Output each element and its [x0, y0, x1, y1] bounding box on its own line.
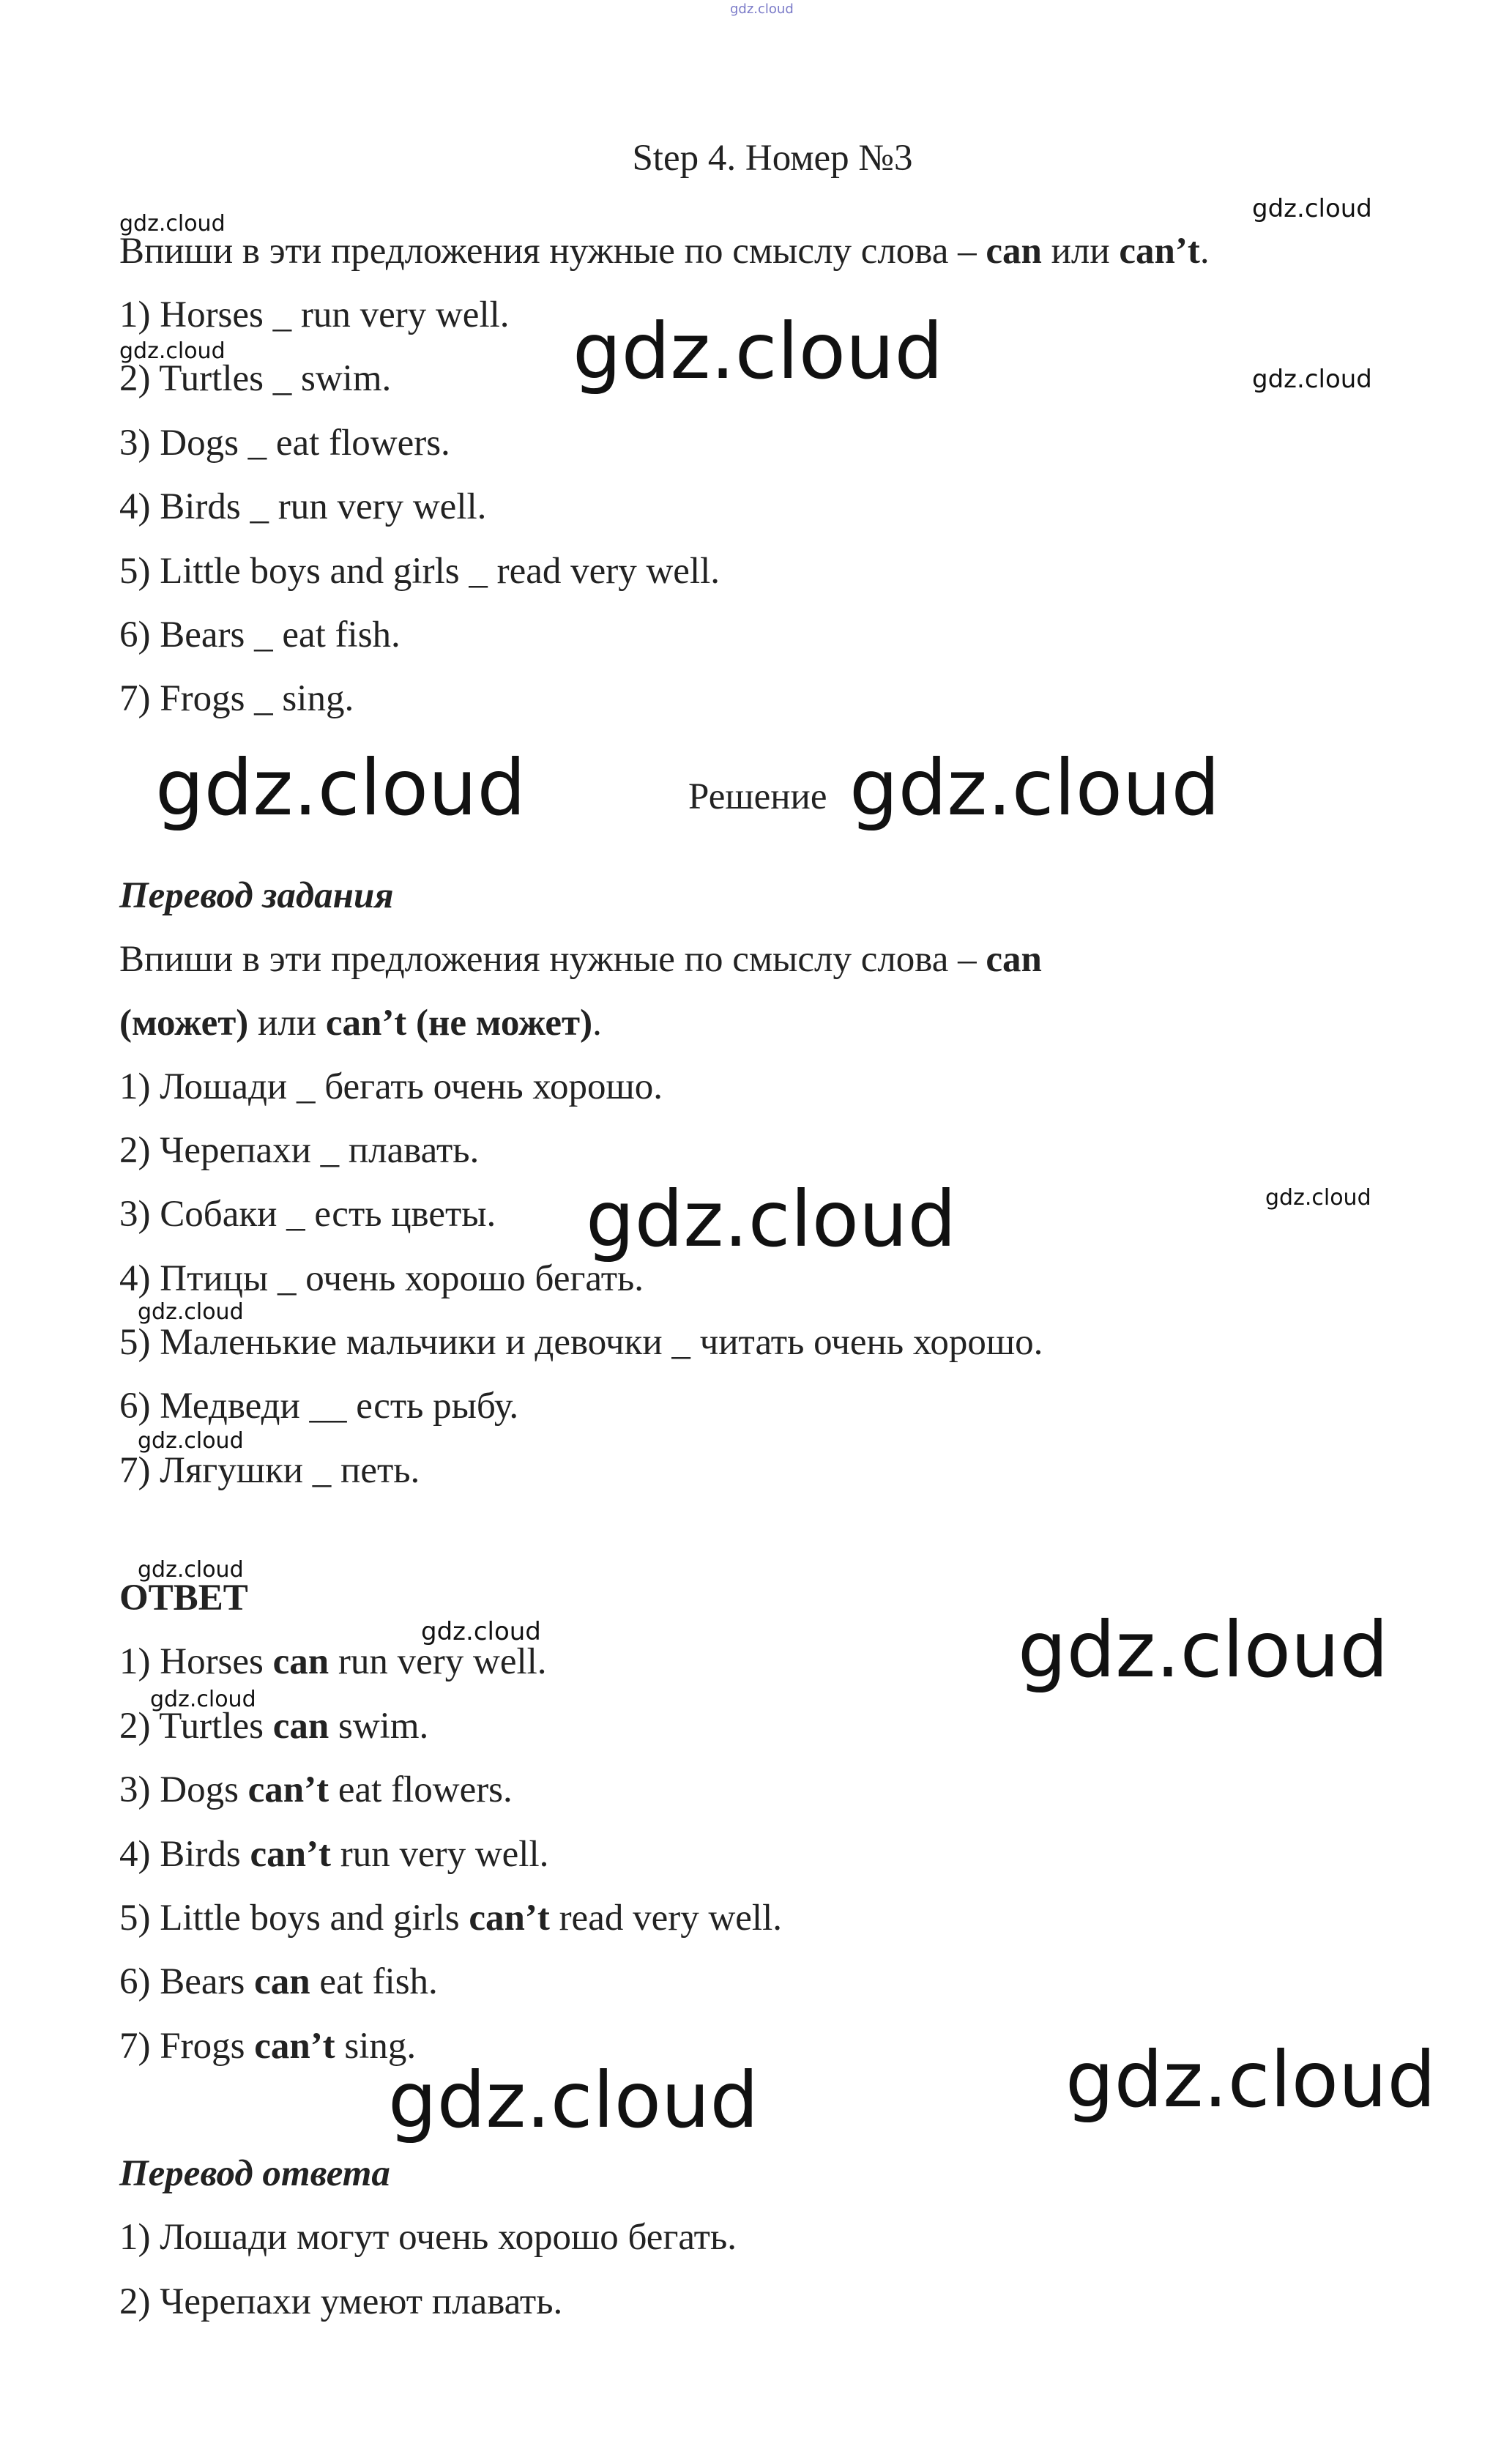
answer-item: 5) Little boys and girls can’t read very well. [119, 1898, 783, 1939]
word-cant: can’t [1119, 231, 1200, 272]
task-item: 4) Birds _ run very well. [119, 486, 487, 527]
translation-task-item: 3) Собаки _ есть цветы. [119, 1194, 496, 1235]
task-item: 3) Dogs _ eat flowers. [119, 423, 450, 464]
task-instruction-text: Впиши в эти предложения нужные по смыслу слова – [119, 231, 986, 272]
watermark-text: gdz.cloud [1018, 1605, 1389, 1695]
period: . [1199, 231, 1210, 272]
answer-word: can’t [250, 1834, 331, 1875]
task-instruction [119, 229, 1210, 273]
translation-task-item: 7) Лягушки _ петь. [119, 1450, 420, 1491]
translation-answer-heading: Перевод ответа [119, 2153, 390, 2194]
answer-word: can [254, 1961, 310, 2002]
page-title: Step 4. Номер №3 [632, 138, 913, 179]
translation-task-item: 2) Черепахи _ плавать. [119, 1130, 480, 1171]
answer-word: can’t [247, 1769, 329, 1810]
watermark-text: gdz.cloud [138, 1557, 244, 1583]
translation-answer-item: 1) Лошади могут очень хорошо бегать. [119, 2217, 737, 2258]
task-item: 7) Frogs _ sing. [119, 678, 354, 719]
watermark-text: gdz.cloud [388, 2056, 759, 2145]
answer-item: 3) Dogs can’t eat flowers. [119, 1769, 513, 1810]
task-item: 6) Bears _ eat fish. [119, 614, 401, 655]
watermark-text: gdz.cloud [1065, 2035, 1437, 2125]
answer-item: 7) Frogs can’t sing. [119, 2026, 417, 2067]
translation-task-heading: Перевод задания [119, 875, 394, 916]
translation-answer-item: 2) Черепахи умеют плавать. [119, 2281, 563, 2322]
translation-instruction-text: Впиши в эти предложения нужные по смыслу слова – [119, 939, 986, 980]
watermark-text: gdz.cloud [138, 1299, 244, 1325]
word-cant-translation: can’t (не может) [325, 1003, 593, 1044]
answer-word: can [272, 1641, 329, 1682]
watermark-text: gdz.cloud [119, 338, 226, 364]
watermark-text: gdz.cloud [421, 1617, 541, 1646]
period: . [592, 1003, 602, 1044]
translation-task-line1 [119, 937, 1042, 981]
answer-item: 4) Birds can’t run very well. [119, 1834, 549, 1875]
watermark-text: gdz.cloud [586, 1175, 957, 1264]
answer-word: can [272, 1706, 329, 1747]
translation-task-item: 6) Медведи __ есть рыбу. [119, 1386, 519, 1427]
word-can-translation: (может) [119, 1003, 249, 1044]
answer-word: can’t [254, 2026, 335, 2067]
answer-item: 1) Horses can run very well. [119, 1641, 547, 1682]
translation-task-line2 [119, 1001, 602, 1045]
watermark-text: gdz.cloud [573, 307, 944, 396]
answer-heading: ОТВЕТ [119, 1578, 248, 1619]
task-item: 2) Turtles _ swim. [119, 358, 392, 399]
word-can: can [986, 939, 1042, 980]
translation-task-item: 5) Маленькие мальчики и девочки _ читать очень хорошо. [119, 1322, 1043, 1363]
solution-label: Решение [688, 776, 827, 817]
watermark-text: gdz.cloud [849, 743, 1221, 833]
answer-item: 2) Turtles can swim. [119, 1706, 429, 1747]
word-or: или [1041, 231, 1120, 272]
translation-task-item: 1) Лошади _ бегать очень хорошо. [119, 1066, 663, 1107]
word-or: или [248, 1003, 326, 1044]
watermark-text: gdz.cloud [155, 743, 526, 833]
task-item: 1) Horses _ run very well. [119, 294, 510, 335]
word-can: can [986, 231, 1042, 272]
watermark-text: gdz.cloud [150, 1687, 256, 1712]
watermark-text: gdz.cloud [119, 211, 226, 237]
watermark-text: gdz.cloud [1252, 194, 1372, 223]
watermark-text: gdz.cloud [1265, 1185, 1371, 1211]
top-watermark: gdz.cloud [730, 1, 794, 17]
answer-word: can’t [469, 1898, 550, 1939]
answer-item: 6) Bears can eat fish. [119, 1961, 438, 2002]
watermark-text: gdz.cloud [138, 1428, 244, 1454]
translation-task-item: 4) Птицы _ очень хорошо бегать. [119, 1258, 644, 1299]
task-item: 5) Little boys and girls _ read very well. [119, 551, 720, 592]
watermark-text: gdz.cloud [1252, 365, 1372, 394]
